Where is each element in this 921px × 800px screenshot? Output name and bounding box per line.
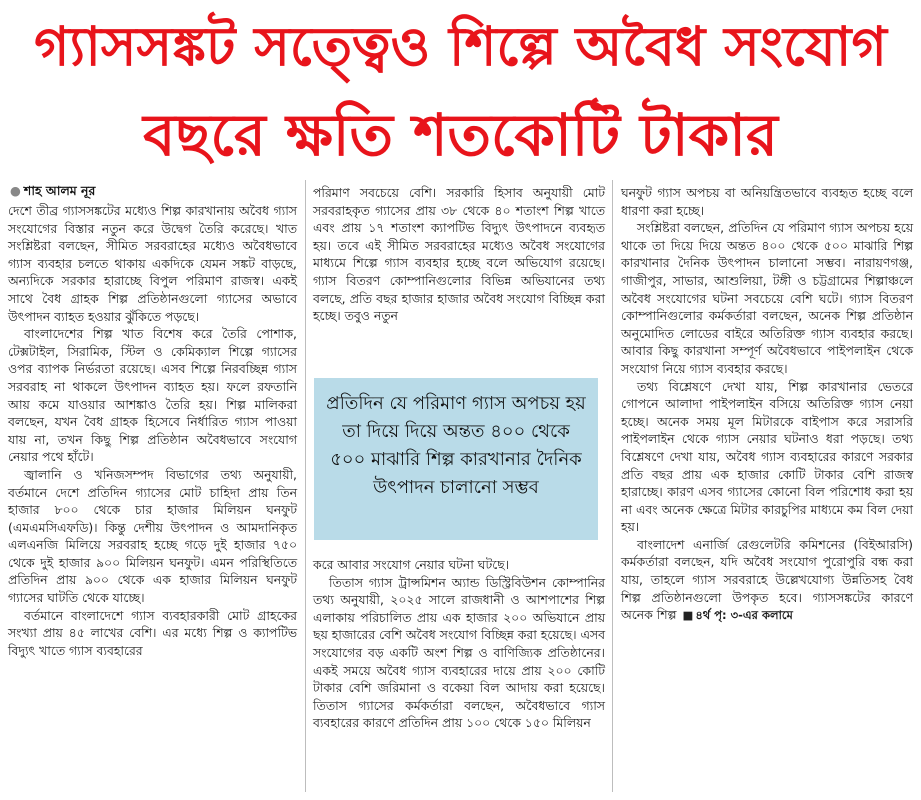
pull-quote-box: [314, 378, 598, 540]
paragraph: ঘনফুট গ্যাস অপচয় বা অনিয়ন্ত্রিতভাবে ব্যবহৃত হচ্ছে বলে ধারণা করা হচ্ছে।: [621, 185, 913, 218]
paragraph: তথ্য বিশ্লেষণে দেখা যায়, শিল্প কারখানার ভেতরে গোপনে আলাদা পাইপলাইন বসিয়ে অতিরিক্ত গ্যাস নেয়া হচ্ছে। অনেক সময় মূল মিটারকে বাইপাস করে সরাসরি পাইপলাইন থেকে গ্যাস নেয়ার ঘটনাও ধরা পড়ছে। তথ্য বিশ্লেষণে দেখা যায়, অবৈধ গ্যাস ব্যবহারের কারণে সরকার প্রতি বছর প্রায় এক হাজার কোটি টাকার বেশি রাজস্ব হারাচ্ছে। কারণ এসব গ্যাসের কোনো বিল পরিশোধ করা হয় না এবং অনেক ক্ষেত্রে মিটার কারচুপির মাধ্যমে কম বিল দেয়া হয়।: [621, 378, 913, 535]
paragraph: [621, 536, 913, 625]
headline-line-2: বছরে ক্ষতি শতকোটি টাকার: [143, 101, 778, 169]
paragraph: দেশে তীব্র গ্যাসসঙ্কটের মধ্যেও শিল্প কারখানায় অবৈধ গ্যাস সংযোগের বিস্তার নতুন করে উদ্বেগ তৈরি করেছে। খাত সংশ্লিষ্টরা বলছেন, সীমিত সরবরাহের মধ্যেও অবৈধভাবে গ্যাস ব্যবহার চলতে থাকায় একদিকে যেমন সঙ্কট বাড়ছে, অন্যদিকে সরকার হারাচ্ছে বিপুল পরিমাণ রাজস্ব। একই সাথে বৈধ গ্রাহক শিল্প প্রতিষ্ঠানগুলো গ্যাসের অভাবে উৎপাদন ব্যাহত হওয়ার ঝুঁকিতে পড়ছে।: [8, 203, 297, 324]
pull-quote-text: প্রতিদিন যে পরিমাণ গ্যাস অপচয় হয় তা দিয়ে দিয়ে অন্তত ৪০০ থেকে ৫০০ মাঝারি শিল্প কারখানার দৈনিক উৎপাদন চালানো সম্ভব: [326, 393, 586, 498]
continued-on-page-text: ৪র্থ পৃ: ৩-এর কলামে: [695, 608, 793, 623]
paragraph: তিতাস গ্যাস ট্রান্সমিশন অ্যান্ড ডিস্ট্রিবিউশন কোম্পানির তথ্য অনুযায়ী, ২০২৫ সালে রাজধানী ও আশপাশের শিল্প এলাকায় পরিচালিত প্রায় এক হাজার ২০০ অভিযানে প্রায় ছয় হাজারের বেশি অবৈধ সংযোগ বিচ্ছিন্ন করা হয়েছে। এসব সংযোগের বড় একটি অংশ শিল্প ও বাণিজ্যিক প্রতিষ্ঠানের। একই সময়ে অবৈধ গ্যাস ব্যবহারের দায়ে প্রায় ২০০ কোটি টাকার বেশি জরিমানা ও বকেয়া বিল আদায় করা হয়েছে। তিতাস গ্যাসের কর্মকর্তারা বলছেন, অবৈধভাবে গ্যাস ব্যবহারের কারণে প্রতিদিন প্রায় ১০০ থেকে ১৫০ মিলিয়ন: [313, 574, 605, 731]
article-column-1: [8, 202, 297, 659]
paragraph: পরিমাণ সবচেয়ে বেশি। সরকারি হিসাব অনুযায়ী মোট সরবরাহকৃত গ্যাসের প্রায় ৩৮ থেকে ৪০ শতাংশ শিল্প খাতে এবং প্রায় ১৭ শতাংশ ক্যাপটিভ বিদ্যুৎ উৎপাদনে ব্যবহৃত হয়। তবে এই সীমিত সরবরাহের মধ্যেও অবৈধ সংযোগের মাধ্যমে শিল্পে গ্যাস ব্যবহার হচ্ছে বলে অভিযোগ রয়েছে। গ্যাস বিতরণ কোম্পানিগুলোর বিভিন্ন অভিযানের তথ্য বলছে, প্রতি বছর হাজার হাজার অবৈধ সংযোগ বিচ্ছিন্ন করা হচ্ছে। তবুও নতুন: [313, 185, 605, 324]
paragraph: করে আবার সংযোগ নেয়ার ঘটনা ঘটছে।: [313, 557, 510, 572]
square-bullet-icon: ■: [682, 608, 694, 623]
headline-line-1: গ্যাসসঙ্কট সত্ত্বেও শিল্পে অবৈধ সংযোগ: [34, 15, 887, 78]
article-column-2-bottom: [313, 556, 605, 732]
column-divider: [305, 180, 306, 792]
bullet-icon: ●: [10, 183, 21, 198]
continued-on-page-note: [682, 608, 792, 622]
paragraph: বাংলাদেশের শিল্প খাত বিশেষ করে তৈরি পোশাক, টেক্সটাইল, সিরামিক, স্টিল ও কেমিক্যাল শিল্পে গ্যাসের ওপর ব্যাপক নির্ভরতা রয়েছে। এসব শিল্পে নিরবচ্ছিন্ন গ্যাস সরবরাহ না থাকলে উৎপাদন ব্যাহত হয়। ফলে রফতানি আয় কমে যাওয়ার আশঙ্কাও তৈরি হয়। শিল্প মালিকরা বলছেন, যখন বৈধ গ্রাহক হিসেবে নির্ধারিত গ্যাস পাওয়া যায় না, তখন কিছু শিল্প প্রতিষ্ঠান অবৈধভাবে সংযোগ নেয়ার পথে হাঁটে।: [8, 326, 297, 465]
column-divider: [612, 180, 613, 792]
byline-author: শাহ আলম নূর: [23, 183, 96, 198]
article-column-2-top: [313, 184, 605, 325]
paragraph: সংশ্লিষ্টরা বলছেন, প্রতিদিন যে পরিমাণ গ্যাস অপচয় হয়ে থাকে তা দিয়ে দিয়ে অন্তত ৪০০ থেকে ৫০০ মাঝারি শিল্প কারখানার দৈনিক উৎপাদন চালানো সম্ভব। নারায়ণগঞ্জ, গাজীপুর, সাভার, আশুলিয়া, টঙ্গী ও চট্টগ্রামের শিল্পাঞ্চলে অবৈধ সংযোগের ঘটনা সবচেয়ে বেশি ঘটে। গ্যাস বিতরণ কোম্পানিগুলোর কর্মকর্তারা বলছেন, অনেক শিল্প প্রতিষ্ঠান অনুমোদিত লোডের বাইরে অতিরিক্ত গ্যাস ব্যবহার করছে। আবার কিছু কারখানা সম্পূর্ণ অবৈধভাবে পাইপলাইন থেকে সংযোগ নিয়ে গ্যাস ব্যবহার করছে।: [621, 220, 913, 376]
paragraph: জ্বালানি ও খনিজসম্পদ বিভাগের তথ্য অনুযায়ী, বর্তমানে দেশে প্রতিদিন গ্যাসের মোট চাহিদা প্রায় তিন হাজার ৮০০ থেকে চার হাজার মিলিয়ন ঘনফুট (এমএমসিএফডি)। কিন্তু দেশীয় উৎপাদন ও আমদানিকৃত এলএনজি মিলিয়ে সরবরাহ হচ্ছে গড়ে দুই হাজার ৭৫০ থেকে দুই হাজার ৯০০ মিলিয়ন ঘনফুট। এমন পরিস্থিতিতে প্রতিদিন প্রায় ৯০০ থেকে এক হাজার মিলিয়ন ঘনফুট গ্যাসের ঘাটতি থেকে যাচ্ছে।: [8, 466, 297, 606]
paragraph: বর্তমানে বাংলাদেশে গ্যাস ব্যবহারকারী মোট গ্রাহকের সংখ্যা প্রায় ৪৫ লাখের বেশি। এর মধ্যে শিল্প ও ক্যাপটিভ বিদ্যুৎ খাতে গ্যাস ব্যবহারের: [8, 607, 297, 658]
byline: [10, 183, 95, 203]
paragraph-text: বাংলাদেশ এনার্জি রেগুলেটরি কমিশনের (বিইআরসি) কর্মকর্তারা বলছেন, যদি অবৈধ সংযোগ পুরোপুরি বন্ধ করা যায়, তাহলে গ্যাস সরবরাহে উল্লেখযোগ্য উন্নতিসহ বৈধ শিল্প প্রতিষ্ঠানগুলো উপকৃত হবে। গ্যাসসঙ্কটের কারণে অনেক শিল্প: [621, 536, 913, 623]
article-column-3: [621, 184, 913, 625]
